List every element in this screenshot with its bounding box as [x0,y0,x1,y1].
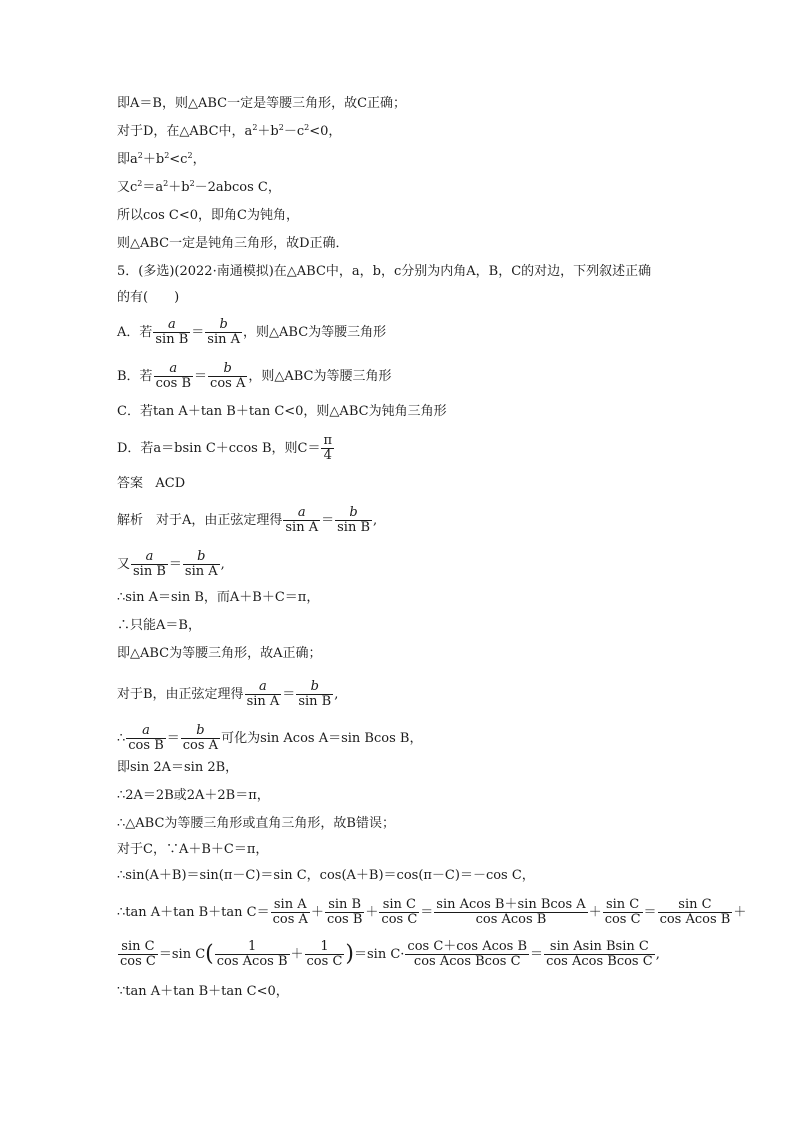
text-run: ，则△ABC为等腰三角形 [248,369,392,384]
denominator: cos A [182,738,219,753]
solution-line: 即sin 2A＝sin 2B， [117,760,239,775]
fraction [118,940,158,969]
solution-line: 对于C，∵A＋B＋C＝π， [117,842,269,857]
text-run: ∴ [117,731,126,746]
text-run: sin C [367,947,401,962]
text-line: 则△ABC一定是钝角三角形，故D正确． [117,236,349,251]
denominator: cos A [272,912,308,927]
numerator: sin Acos B＋sin Bcos A [436,897,586,912]
fraction [183,550,220,579]
solution-line [117,680,338,709]
fraction [153,318,190,347]
text-run: 对于B，由正弦定理得 [117,687,244,702]
text-run: ＝ [643,905,657,920]
fraction [544,940,655,969]
denominator: cos C [381,912,418,927]
denominator: sin A [246,694,280,709]
denominator: sin B [337,520,371,535]
solution-line [117,724,422,753]
denominator: cos B [326,912,363,927]
superscript: 2 [163,179,169,188]
text-run: 又 [117,557,131,572]
text-run: ＝ [353,947,367,962]
text-run: , [655,947,660,962]
fraction [245,680,282,709]
numerator: sin C [379,898,419,913]
fraction [658,898,733,927]
option-d [117,434,335,463]
denominator: cos Acos Bcos C [413,954,521,969]
denominator: cos B [155,376,192,391]
numerator: b [335,506,372,521]
text-run: －2abcos C， [194,180,281,195]
denominator: cos C [306,954,343,969]
numerator: a [126,724,165,739]
solution-line: ∴2A＝2B或2A＋2B＝π， [117,788,270,803]
numerator: sin C [658,898,733,913]
fraction [296,680,333,709]
numerator: sin Asin Bsin C [544,940,655,955]
superscript: 2 [278,123,284,132]
fraction [305,940,345,969]
fraction [335,506,372,535]
superscript: 2 [187,151,193,160]
fraction [321,434,334,463]
text-run: <c [169,152,188,167]
text-run: , [334,687,339,702]
denominator: sin A [207,332,241,347]
superscript: 2 [252,123,258,132]
question-stem: 的有( ) [117,290,180,305]
text-run: A．若 [117,325,153,340]
answer-value: ACD [155,476,186,491]
text-run: 又c [117,180,138,195]
text-run: ，则△ABC为等腰三角形 [243,325,387,340]
text-run: ＝ [194,369,208,384]
answer-label: 答案 [117,476,144,491]
numerator: a [153,318,190,333]
denominator: sin B [298,694,332,709]
answer-line [117,476,185,492]
text-run: ＋ [310,905,324,920]
text-run: ＝a [142,180,164,195]
text-run: B．若 [117,369,153,384]
option-b [117,362,392,391]
fraction [283,506,320,535]
solution-line [117,898,746,927]
numerator: sin B [325,898,364,913]
text-run: ＋ [733,905,747,920]
solution-line [117,550,225,579]
text-line [117,152,206,168]
solution-line [117,506,377,535]
numerator: π [323,433,333,448]
text-run: ＝ [282,687,296,702]
text-run: ＋b [257,124,279,139]
solution-line: ∴△ABC为等腰三角形或直角三角形，故B错误； [117,816,395,831]
fraction [434,898,587,927]
numerator: b [181,724,220,739]
text-run: 解析 对于A，由正弦定理得 [117,513,283,528]
text-run: · [400,947,405,962]
superscript: 2 [137,179,143,188]
numerator: sin C [603,898,643,913]
text-run: －c [283,124,305,139]
text-line [117,180,281,196]
text-run: ∴tan A＋tan B＋tan C＝ [117,905,270,920]
denominator: sin B [155,332,189,347]
solution-line [117,940,660,969]
denominator: cos C [604,912,641,927]
denominator: cos Acos B [659,912,731,927]
numerator: b [296,680,333,695]
denominator: cos Acos Bcos C [546,954,653,969]
superscript: 2 [304,123,310,132]
fraction [208,362,247,391]
right-paren: ) [345,941,354,967]
text-run: ＝ [530,947,544,962]
numerator: b [183,550,220,565]
text-run: , [373,513,378,528]
text-run: 即a [117,152,138,167]
fraction [154,362,193,391]
numerator: 1 [305,940,345,955]
denominator: sin A [285,520,319,535]
numerator: sin C [118,940,158,955]
text-run: ＝ [321,513,335,528]
text-run: 对于D，在△ABC中，a [117,124,253,139]
text-run: <0， [309,124,342,139]
text-run: ＝ [420,905,434,920]
fraction [131,550,168,579]
solution-line: ∴sin(A＋B)＝sin(π－C)＝sin C，cos(A＋B)＝cos(π－C)＝－cos C， [117,868,535,883]
fraction [603,898,643,927]
numerator: sin A [271,898,310,913]
denominator: cos Acos B [216,954,288,969]
fraction [126,724,165,753]
text-line: 即A＝B，则△ABC一定是等腰三角形，故C正确； [117,96,407,111]
fraction [205,318,242,347]
text-run: , [220,557,225,572]
fraction [181,724,220,753]
fraction [405,940,529,969]
text-run: ＋b [168,180,190,195]
fraction [379,898,419,927]
denominator: cos C [120,954,156,969]
denominator: 4 [323,448,332,463]
fraction [215,940,290,969]
option-c: C．若tan A＋tan B＋tan C<0，则△ABC为钝角三角形 [117,404,447,419]
numerator: 1 [215,940,290,955]
denominator: cos A [210,376,246,391]
solution-line: ∵tan A＋tan B＋tan C<0， [117,984,289,999]
text-run: ＝ [166,731,180,746]
question-stem: 5．(多选)(2022·南通模拟)在△ABC中，a，b，c分别为内角A，B，C的对边，下列叙述正确 [117,264,652,279]
text-run: D．若a＝bsin C＋ccos B，则C＝ [117,441,321,456]
denominator: sin A [184,564,218,579]
text-line: 所以cos C<0，即角C为钝角， [117,208,299,223]
text-run: sin C [171,947,206,962]
solution-line: 即△ABC为等腰三角形，故A正确； [117,646,322,661]
text-run: ＋b [142,152,165,167]
fraction [271,898,310,927]
text-run: ＝ [191,325,205,340]
denominator: sin B [133,564,166,579]
numerator: b [205,318,242,333]
text-run: ， [192,152,206,167]
text-run: ＋ [588,905,602,920]
numerator: a [154,362,193,377]
denominator: cos Acos B [475,912,547,927]
solution-line: ∴sin A＝sin B，而A＋B＋C＝π， [117,590,320,605]
text-run: ＋ [290,947,304,962]
numerator: a [131,550,168,565]
left-paren: ( [205,941,214,967]
superscript: 2 [189,179,195,188]
option-a [117,318,386,347]
numerator: cos C＋cos Acos B [407,939,528,954]
fraction [325,898,364,927]
numerator: b [208,362,247,377]
solution-line: ∴只能A＝B， [117,618,201,633]
text-run: ＋ [365,905,379,920]
text-run: 可化为sin Acos A＝sin Bcos B， [221,731,423,746]
text-run: ＝ [158,947,172,962]
numerator: a [245,680,282,695]
text-run: ＝ [168,557,182,572]
text-line [117,124,341,140]
denominator: cos B [128,738,164,753]
superscript: 2 [164,151,170,160]
numerator: a [283,506,320,521]
superscript: 2 [137,151,143,160]
